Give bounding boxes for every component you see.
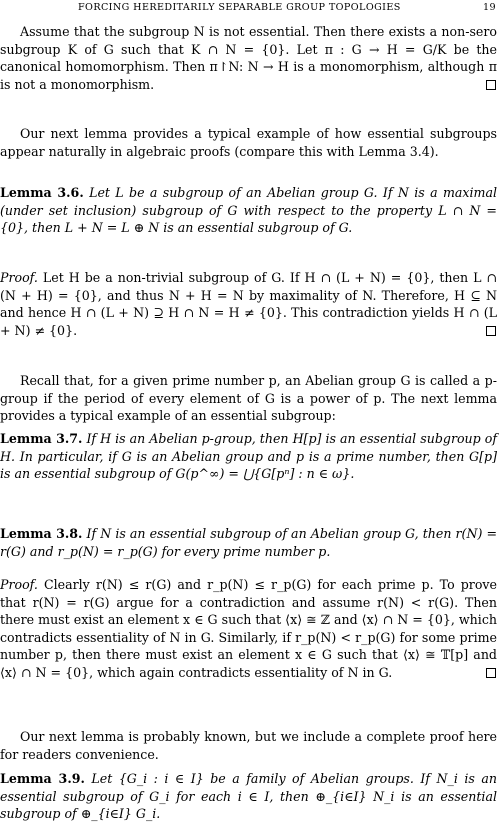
page-number: 19 — [482, 2, 496, 13]
qed-symbol — [486, 80, 496, 90]
qed-symbol — [486, 668, 496, 678]
paragraph-p-group-definition — [0, 372, 497, 425]
lemma-3-8 — [0, 525, 497, 560]
qed-symbol — [486, 326, 496, 336]
proof-lemma-3-8 — [0, 576, 497, 681]
lemma-3-7 — [0, 430, 497, 483]
lemma-statement: If N is an essential subgroup of an Abelian group G, then r(N) = r(G) and r_p(N) = r_p(G) for every prime number p. — [0, 526, 497, 559]
paragraph-text: Recall that, for a given prime number p, an Abelian group G is called a p-group if the period of every element of G is a power of p. The next lemma provides a typical example of an essential subgroup: — [0, 373, 497, 423]
paragraph-intro-lemma-3-9 — [0, 728, 497, 763]
paragraph-text: Our next lemma provides a typical example of how essential subgroups appear naturally in algebraic proofs (compare this with Lemma 3.4). — [0, 126, 497, 159]
running-title: FORCING HEREDITARILY SEPARABLE GROUP TOPOLOGIES — [78, 2, 401, 13]
lemma-heading: Lemma 3.8. — [0, 526, 83, 541]
paragraph-text: Our next lemma is probably known, but we include a complete proof here for readers convenience. — [0, 729, 497, 762]
lemma-heading: Lemma 3.7. — [0, 431, 83, 446]
proof-heading: Proof. — [0, 270, 38, 285]
lemma-statement: Let L be a subgroup of an Abelian group G. If N is a maximal (under set inclusion) subgroup of G with respect to the property L ∩ N = {0}, then L + N = L ⊕ N is an essential subgroup of G. — [0, 185, 498, 235]
proof-heading: Proof. — [0, 577, 38, 592]
lemma-statement: If H is an Abelian p-group, then H[p] is an essential subgroup of H. In particular, if G is an Abelian group and p is a prime number, then G[p] is an essential subgroup of G(p^∞) = ⋃{G[pⁿ] : n ∈ ω}. — [0, 431, 497, 481]
paragraph-proof-conclusion — [0, 23, 497, 93]
lemma-3-6 — [0, 184, 497, 237]
proof-text: Let H be a non-trivial subgroup of G. If H ∩ (L + N) = {0}, then L ∩ (N + H) = {0}, and thus N + H = N by maximality of N. Therefore, H ⊆ N and hence H ∩ (L + N) ⊇ H ∩ N = H ≠ {0}. This contradiction yields H ∩ (L + N) ≠ {0}. — [0, 270, 497, 338]
lemma-statement: Let {G_i : i ∈ I} be a family of Abelian groups. If N_i is an essential subgroup of G_i for each i ∈ I, then ⊕_{i∈I} N_i is an essential subgroup of ⊕_{i∈I} G_i. — [0, 771, 497, 821]
paragraph-text: Assume that the subgroup N is not essential. Then there exists a non-sero subgroup K of G such that K ∩ N = {0}. Let π : G → H = G/K be the canonical homomorphism. Then π↾N: N → H is a monomorphism, although π is not a monomorphism. — [0, 24, 497, 92]
lemma-3-9 — [0, 770, 497, 823]
lemma-heading: Lemma 3.6. — [0, 185, 84, 200]
proof-text: Clearly r(N) ≤ r(G) and r_p(N) ≤ r_p(G) for each prime p. To prove that r(N) = r(G) argue for a contradiction and assume r(N) < r(G). Then there must exist an element x ∈ G such that ⟨x⟩ ≅ ℤ and ⟨x⟩ ∩ N = {0}, which contradicts essentiality of N in G. Similarly, if r_p(N) < r_p(G) for some prime number p, then there must exist an element x ∈ G such that ⟨x⟩ ≅ 𝕋[p] and ⟨x⟩ ∩ N = {0}, which again contradicts essentiality of N in G. — [0, 577, 497, 680]
paragraph-intro-lemma-3-6 — [0, 125, 497, 160]
proof-lemma-3-6 — [0, 269, 497, 339]
lemma-heading: Lemma 3.9. — [0, 771, 85, 786]
running-header — [0, 1, 499, 15]
